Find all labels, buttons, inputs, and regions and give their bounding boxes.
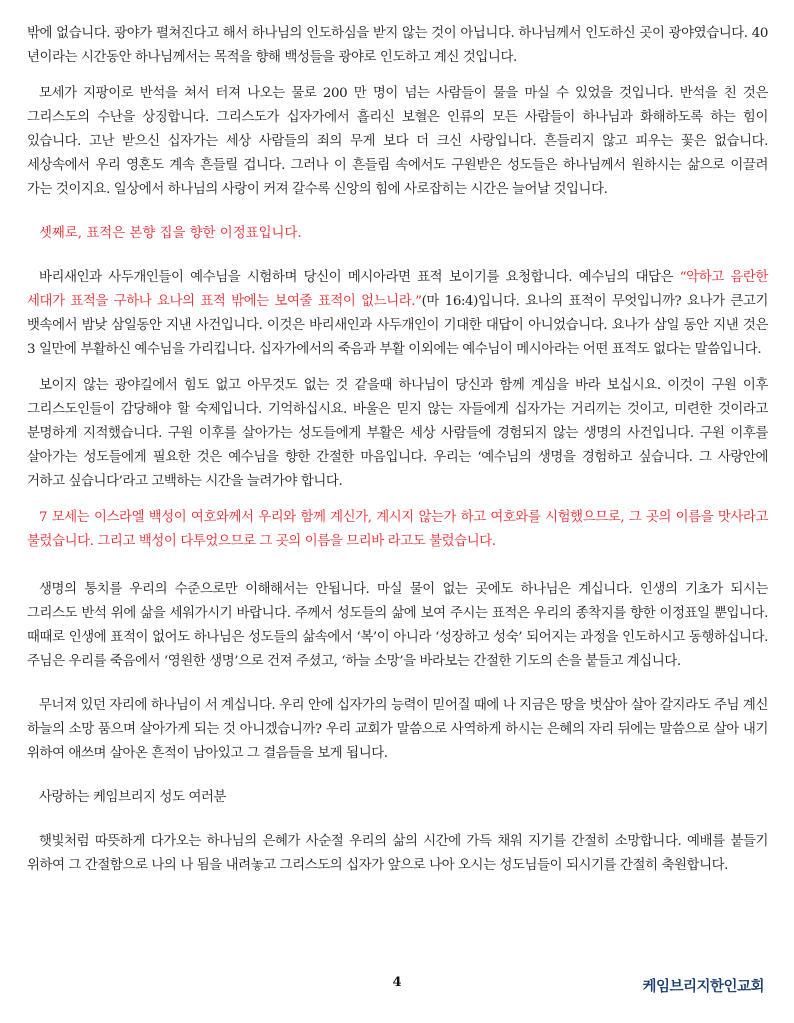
paragraph-text: (마 16:4)입니다. 요나의 표적이 무엇입니까? 요나가 큰고기 뱃속에서 밤낮 삼일동안 지낸 사건입니다. 이것은 바리새인과 사두개인이 기대한 대답이 아니었습니다. 요나가 삼일 동안 지낸 것은 3 일만에 부활하신 예수님을 가리킵니다. 십자가에서의 죽음과 부활 이외에는 예수님이 메시아라는 어떤 표적도 없다는 말씀입니다. — [27, 294, 768, 357]
paragraph-sign-of-jonah — [27, 266, 768, 362]
paragraph-blessing: 햇빛처럼 따뜻하게 다가오는 하나님의 은혜가 사순절 우리의 삶의 시간에 가득 채워 지기를 간절히 소망합니다. 예배를 붙들기 위하여 그 간절함으로 나의 나 됨을 내려놓고 그리스도의 십자가 앞으로 나아 오시는 성도님들이 되시기를 간절히 축원합니다. — [27, 834, 768, 873]
paragraph-rock-water: 모세가 지팡이로 반석을 쳐서 터져 나오는 물로 200 만 명이 넘는 사람들이 물을 마실 수 있었을 것입니다. 반석을 친 것은 그리스도의 수난을 상징합니다. 그리스도가 십자가에서 흘리신 보혈은 인류의 모든 사람들이 하나님과 화해하도록 하는 힘이 있습니다. 고난 받으신 십자가는 세상 사람들의 죄의 무게 보다 더 크신 사랑입니다. 흔들리지 않고 피우는 꽃은 없습니다. 세상속에서 우리 영혼도 계속 흔들릴 겁니다. 그러나 이 흔들림 속에서도 구원받은 성도들은 하나님께서 원하시는 삶으로 이끌려 가는 것이지요. 일상에서 하나님의 사랑이 커져 갈수록 신앙의 힘에 사로잡히는 시간은 늘어날 것입니다. — [27, 86, 768, 197]
document-body — [27, 22, 768, 878]
paragraph-wilderness: 밖에 없습니다. 광야가 펼쳐진다고 해서 하나님의 인도하심을 받지 않는 것이 아닙니다. 하나님께서 인도하신 곳이 광야였습니다. 40 년이라는 시간동안 하나님께서는 목적을 향해 백성들을 광야로 인도하고 계신 것입니다. — [27, 26, 768, 65]
paragraph-unseen-wilderness: 보이지 않는 광야길에서 힘도 없고 아무것도 없는 것 같을때 하나님이 당신과 함께 계심을 바라 보십시요. 이것이 구원 이후 그리스도인들이 감당해야 할 숙제입니다. 기억하십시요. 바울은 믿지 않는 자들에게 십자가는 거리끼는 것이고, 미련한 것이라고 분명하게 지적했습니다. 구원 이후를 살아가는 성도들에게 부활은 세상 사람들에 경험되지 않는 생명의 사건입니다. 구원 이후를 살아가는 성도들에게 필요한 것은 예수님을 향한 간절한 마음입니다. 우리는 ‘예수님의 생명을 경험하고 싶습니다. 그 사랑안에 거하고 싶습니다’라고 고백하는 시간을 늘려가야 합니다. — [27, 378, 768, 489]
page-number: 4 — [392, 975, 402, 990]
church-name: 케임브리지한인교회 — [642, 979, 764, 995]
paragraph-god-stands: 무너져 있던 자리에 하나님이 서 계십니다. 우리 안에 십자가의 능력이 믿어질 때에 나 지금은 땅을 벗삼아 살아 갈지라도 주님 계신 하늘의 소망 품으며 살아가게 되는 것 아니겠습니까? 우리 교회가 말씀으로 사역하게 하시는 은혜의 자리 뒤에는 말씀으로 살아 내기 위하여 애쓰며 살아온 흔적이 남아있고 그 결음들을 보게 됩니다. — [27, 698, 768, 761]
paragraph-reign-of-life: 생명의 통치를 우리의 수준으로만 이해해서는 안됩니다. 마실 물이 없는 곳에도 하나님은 계십니다. 인생의 기초가 되시는 그리스도 반석 위에 삶을 세워가시기 바랍니다. 주께서 성도들의 삶에 보여 주시는 표적은 우리의 종착지를 향한 이정표일 뿐입니다. 때때로 인생에 표적이 없어도 하나님은 성도들의 삶속에서 ‘복’이 아니라 ‘성장하고 성숙’ 되어지는 과정을 인도하시고 동행하십니다. 주님은 우리를 죽음에서 ‘영원한 생명’으로 건져 주셨고, ‘하늘 소망’을 바라보는 간절한 기도의 손을 붙들고 계십니다. — [27, 582, 768, 669]
section-heading-third: 셋째로, 표적은 본향 집을 향한 이정표입니다. — [39, 226, 302, 241]
paragraph-text: 바리새인과 사두개인들이 예수님을 시험하며 당신이 메시아라면 표적 보이기를 요청합니다. 예수님의 대답은 — [39, 270, 680, 285]
paragraph-greeting: 사랑하는 케임브리지 성도 여러분 — [39, 790, 227, 805]
scripture-quote: “악하고 음란한 세대가 표적을 구하나 요나의 표적 밖에는 보여줄 표적이 없느니라.” — [27, 270, 768, 309]
scripture-verse: 7 모세는 이스라엘 백성이 여호와께서 우리와 함께 계신가, 계시지 않는가 하고 여호와를 시험했으므로, 그 곳의 이름을 맛사라고 불렀습니다. 그리고 백성이 다투었으므로 그 곳의 이름을 므리바 라고도 불렀습니다. — [27, 510, 768, 549]
